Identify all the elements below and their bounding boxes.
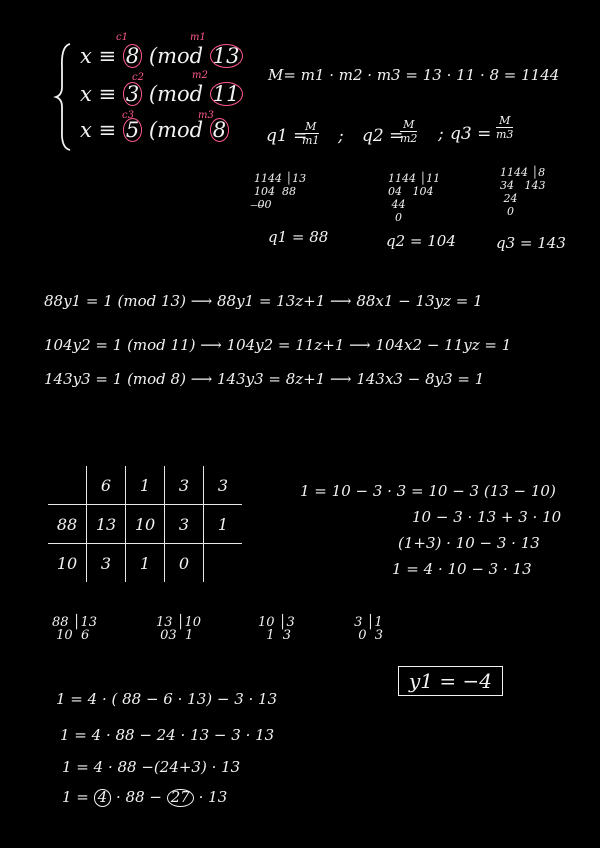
q1-label: q1 = — [266, 126, 308, 146]
q3-label: q3 = — [450, 124, 492, 144]
q1-fraction: $\frac{M}{m1}$ — [302, 120, 320, 147]
euclid-table — [48, 466, 242, 582]
separator: ; — [338, 126, 344, 146]
answer-box: y1 = −4 — [398, 666, 503, 696]
table-row: 6 1 3 3 — [48, 466, 242, 505]
division-q2: 1144 │11 04 104 44 0 — [388, 172, 441, 224]
q2-fraction: $\frac{M}{m2}$ — [400, 118, 418, 145]
coefficient-circle: 27 — [167, 789, 194, 807]
back-sub-line-3: (1+3) · 10 − 3 · 13 — [398, 534, 540, 552]
small-division-3: 10 │3 1 3 — [258, 615, 295, 643]
q3-fraction: $\frac{M}{m3}$ — [496, 114, 514, 141]
congruence-line-3: 143y3 = 1 (mod 8) ⟶ 143y3 = 8z+1 ⟶ 143x3 − 8y3 = 1 — [44, 370, 485, 388]
small-division-2: 13 │10 03 1 — [156, 615, 202, 643]
system-brace — [56, 42, 76, 152]
small-division-1: 88 │13 10 6 — [52, 615, 98, 643]
residue-circle: 5 — [123, 118, 142, 142]
label-c2: c2 — [132, 72, 144, 83]
final-line-2: 1 = 4 · 88 − 24 · 13 − 3 · 13 — [60, 726, 275, 744]
back-sub-line-2: 10 − 3 · 13 + 3 · 10 — [412, 508, 562, 526]
final-line-3: 1 = 4 · 88 −(24+3) · 13 — [62, 758, 241, 776]
label-c1: c1 — [116, 32, 128, 43]
modulus-circle: 11 — [210, 82, 243, 106]
q2-result: q2 = 104 — [386, 232, 456, 250]
label-c3: c3 — [122, 110, 134, 121]
back-sub-line-4: 1 = 4 · 10 − 3 · 13 — [392, 560, 532, 578]
label-m2: m2 — [192, 70, 208, 81]
q3-result: q3 = 143 — [496, 234, 566, 252]
modulus-circle: 13 — [210, 44, 243, 68]
congruence-line-2: 104y2 = 1 (mod 11) ⟶ 104y2 = 11z+1 ⟶ 104x2 − 11yz = 1 — [44, 336, 512, 354]
congruence-row-1: x ≡ 8 (mod 13 — [80, 44, 243, 68]
q2-label: q2 = — [362, 126, 404, 146]
table-row: 10 3 1 0 — [48, 544, 242, 583]
congruence-row-2: x ≡ 3 (mod 11 — [80, 82, 243, 106]
congruence-line-1: 88y1 = 1 (mod 13) ⟶ 88y1 = 13z+1 ⟶ 88x1 − 13yz = 1 — [44, 292, 483, 310]
final-line-4: 1 = 4 · 88 − 27 · 13 — [62, 788, 228, 806]
back-sub-line-1: 1 = 10 − 3 · 3 = 10 − 3 (13 − 10) — [300, 482, 556, 500]
congruence-row-3: x ≡ 5 (mod 8 — [80, 118, 229, 142]
q1-result: q1 = 88 — [268, 228, 329, 246]
final-line-1: 1 = 4 · ( 88 − 6 · 13) − 3 · 13 — [56, 690, 278, 708]
small-division-4: 3 │1 0 3 — [354, 615, 384, 643]
residue-circle: 3 — [123, 82, 142, 106]
M-equation: M= m1 · m2 · m3 = 13 · 11 · 8 = 1144 — [268, 66, 560, 84]
residue-circle: 8 — [123, 44, 142, 68]
modulus-circle: 8 — [210, 118, 229, 142]
table-row: 88 13 10 3 1 — [48, 505, 242, 544]
coefficient-circle: 4 — [94, 789, 112, 807]
division-q1: 1144 │13 104 88 ̶0̶0 — [254, 172, 307, 211]
division-q3: 1144 │8 34 143 24 0 — [500, 166, 546, 218]
separator: ; — [438, 124, 444, 144]
label-m3: m3 — [198, 110, 214, 121]
label-m1: m1 — [190, 32, 206, 43]
